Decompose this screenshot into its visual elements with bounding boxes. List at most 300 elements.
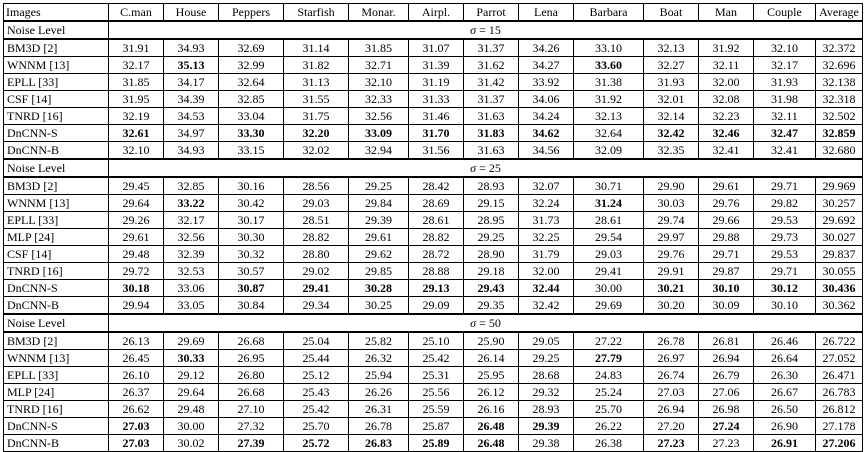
sigma-value — [109, 314, 863, 332]
psnr-cell: 26.68 — [219, 332, 284, 350]
table-row — [4, 91, 863, 108]
psnr-cell: 28.88 — [409, 263, 464, 280]
psnr-cell: 25.89 — [409, 435, 464, 452]
psnr-cell: 31.42 — [464, 74, 519, 91]
method-name: MLP [24] — [4, 229, 109, 246]
psnr-cell: 25.43 — [284, 384, 349, 401]
table-row — [4, 297, 863, 315]
psnr-cell: 30.00 — [164, 418, 219, 435]
psnr-cell: 30.25 — [349, 297, 409, 315]
psnr-cell: 26.78 — [349, 418, 409, 435]
method-name: TNRD [16] — [4, 401, 109, 418]
psnr-cell: 26.46 — [754, 332, 816, 350]
psnr-cell: 27.39 — [219, 435, 284, 452]
method-name: EPLL [33] — [4, 367, 109, 384]
psnr-cell: 25.70 — [284, 418, 349, 435]
psnr-cell: 30.16 — [219, 177, 284, 195]
psnr-cell: 26.81 — [699, 332, 754, 350]
psnr-cell: 30.03 — [644, 195, 699, 212]
psnr-cell: 26.78 — [644, 332, 699, 350]
psnr-cell: 32.53 — [164, 263, 219, 280]
psnr-cell: 34.53 — [164, 108, 219, 125]
psnr-cell: 26.13 — [109, 332, 164, 350]
psnr-cell: 26.22 — [574, 418, 644, 435]
psnr-cell: 32.56 — [349, 108, 409, 125]
psnr-cell: 32.09 — [574, 142, 644, 160]
psnr-cell: 27.32 — [219, 418, 284, 435]
psnr-cell: 29.53 — [754, 246, 816, 263]
psnr-cell: 31.62 — [464, 57, 519, 74]
psnr-cell: 32.64 — [219, 74, 284, 91]
method-name: WNNM [13] — [4, 57, 109, 74]
psnr-cell: 30.28 — [349, 280, 409, 297]
psnr-cell: 29.38 — [519, 435, 574, 452]
method-name: BM3D [2] — [4, 332, 109, 350]
psnr-cell: 28.82 — [284, 229, 349, 246]
psnr-cell: 28.95 — [464, 212, 519, 229]
psnr-cell: 30.257 — [816, 195, 863, 212]
psnr-cell: 28.56 — [284, 177, 349, 195]
psnr-cell: 30.436 — [816, 280, 863, 297]
psnr-cell: 29.05 — [519, 332, 574, 350]
psnr-cell: 33.15 — [219, 142, 284, 160]
psnr-cell: 30.027 — [816, 229, 863, 246]
psnr-cell: 29.25 — [519, 350, 574, 367]
column-header: Peppers — [219, 4, 284, 22]
psnr-cell: 34.93 — [164, 39, 219, 57]
column-header: C.man — [109, 4, 164, 22]
psnr-cell: 29.64 — [109, 195, 164, 212]
psnr-cell: 25.04 — [284, 332, 349, 350]
psnr-cell: 34.56 — [519, 142, 574, 160]
psnr-cell: 29.90 — [644, 177, 699, 195]
sigma-symbol: σ — [470, 160, 477, 175]
psnr-cell: 31.46 — [409, 108, 464, 125]
column-header: Man — [699, 4, 754, 22]
psnr-cell: 27.10 — [219, 401, 284, 418]
column-header: Airpl. — [409, 4, 464, 22]
psnr-cell: 26.94 — [699, 350, 754, 367]
psnr-cell: 26.80 — [219, 367, 284, 384]
psnr-cell: 26.12 — [464, 384, 519, 401]
table-row — [4, 350, 863, 367]
psnr-cell: 32.24 — [519, 195, 574, 212]
psnr-cell: 31.93 — [644, 74, 699, 91]
psnr-cell: 28.51 — [284, 212, 349, 229]
psnr-cell: 32.39 — [164, 246, 219, 263]
psnr-cell: 26.31 — [349, 401, 409, 418]
psnr-cell: 29.48 — [164, 401, 219, 418]
psnr-cell: 30.20 — [644, 297, 699, 315]
table-row — [4, 246, 863, 263]
psnr-cell: 32.33 — [349, 91, 409, 108]
psnr-cell: 25.87 — [409, 418, 464, 435]
psnr-cell: 29.66 — [699, 212, 754, 229]
psnr-cell: 32.17 — [164, 212, 219, 229]
psnr-cell: 25.24 — [574, 384, 644, 401]
psnr-cell: 32.47 — [754, 125, 816, 142]
method-name: EPLL [33] — [4, 212, 109, 229]
sigma-value — [109, 159, 863, 177]
psnr-cell: 31.38 — [574, 74, 644, 91]
psnr-cell: 32.372 — [816, 39, 863, 57]
psnr-cell: 32.42 — [644, 125, 699, 142]
psnr-cell: 32.41 — [754, 142, 816, 160]
psnr-cell: 30.32 — [219, 246, 284, 263]
psnr-cell: 31.75 — [284, 108, 349, 125]
psnr-cell: 32.17 — [109, 57, 164, 74]
psnr-cell: 33.09 — [349, 125, 409, 142]
method-name: DnCNN-B — [4, 297, 109, 315]
noise-level-label: Noise Level — [4, 314, 109, 332]
psnr-cell: 29.13 — [409, 280, 464, 297]
psnr-cell: 32.41 — [699, 142, 754, 160]
psnr-cell: 32.85 — [219, 91, 284, 108]
psnr-cell: 30.18 — [109, 280, 164, 297]
psnr-cell: 30.17 — [219, 212, 284, 229]
psnr-cell: 29.969 — [816, 177, 863, 195]
psnr-cell: 35.13 — [164, 57, 219, 74]
psnr-cell: 26.67 — [754, 384, 816, 401]
psnr-cell: 25.10 — [409, 332, 464, 350]
psnr-cell: 26.30 — [754, 367, 816, 384]
column-header: Couple — [754, 4, 816, 22]
psnr-cell: 29.64 — [164, 384, 219, 401]
psnr-cell: 30.02 — [164, 435, 219, 452]
psnr-cell: 26.64 — [754, 350, 816, 367]
psnr-cell: 31.70 — [409, 125, 464, 142]
psnr-cell: 26.14 — [464, 350, 519, 367]
table-row — [4, 177, 863, 195]
psnr-cell: 27.24 — [699, 418, 754, 435]
psnr-cell: 30.42 — [219, 195, 284, 212]
psnr-cell: 29.25 — [349, 177, 409, 195]
psnr-cell: 25.90 — [464, 332, 519, 350]
table-row — [4, 418, 863, 435]
psnr-cell: 29.34 — [284, 297, 349, 315]
psnr-cell: 25.42 — [284, 401, 349, 418]
psnr-cell: 29.18 — [464, 263, 519, 280]
psnr-cell: 32.680 — [816, 142, 863, 160]
psnr-cell: 32.94 — [349, 142, 409, 160]
method-name: DnCNN-B — [4, 142, 109, 160]
psnr-cell: 30.87 — [219, 280, 284, 297]
psnr-cell: 27.178 — [816, 418, 863, 435]
method-name: DnCNN-B — [4, 435, 109, 452]
psnr-cell: 31.37 — [464, 91, 519, 108]
method-name: MLP [24] — [4, 384, 109, 401]
psnr-cell: 33.04 — [219, 108, 284, 125]
psnr-cell: 29.71 — [699, 246, 754, 263]
psnr-cell: 26.812 — [816, 401, 863, 418]
column-header: Average — [816, 4, 863, 22]
column-header: Starfish — [284, 4, 349, 22]
column-header: House — [164, 4, 219, 22]
table-row — [4, 142, 863, 160]
psnr-cell: 26.94 — [644, 401, 699, 418]
psnr-cell: 28.93 — [464, 177, 519, 195]
psnr-cell: 25.59 — [409, 401, 464, 418]
psnr-cell: 34.27 — [519, 57, 574, 74]
psnr-cell: 31.56 — [409, 142, 464, 160]
psnr-cell: 29.85 — [349, 263, 409, 280]
psnr-cell: 29.32 — [519, 384, 574, 401]
table-row — [4, 401, 863, 418]
psnr-cell: 25.95 — [464, 367, 519, 384]
psnr-cell: 26.91 — [754, 435, 816, 452]
sigma-symbol: σ — [470, 22, 477, 37]
psnr-cell: 29.26 — [109, 212, 164, 229]
sigma-number: = 15 — [479, 22, 501, 37]
psnr-cell: 28.69 — [409, 195, 464, 212]
method-name: DnCNN-S — [4, 280, 109, 297]
psnr-cell: 32.46 — [699, 125, 754, 142]
column-header: Lena — [519, 4, 574, 22]
column-header: Boat — [644, 4, 699, 22]
psnr-cell: 29.41 — [284, 280, 349, 297]
psnr-cell: 32.10 — [754, 39, 816, 57]
table-row — [4, 332, 863, 350]
method-name: WNNM [13] — [4, 195, 109, 212]
psnr-cell: 26.16 — [464, 401, 519, 418]
psnr-cell: 32.27 — [644, 57, 699, 74]
method-name: DnCNN-S — [4, 125, 109, 142]
psnr-cell: 25.56 — [409, 384, 464, 401]
psnr-cell: 29.15 — [464, 195, 519, 212]
psnr-cell: 32.318 — [816, 91, 863, 108]
psnr-cell: 27.03 — [644, 384, 699, 401]
psnr-cell: 27.06 — [699, 384, 754, 401]
sigma-number: = 25 — [479, 160, 501, 175]
psnr-cell: 29.94 — [109, 297, 164, 315]
psnr-cell: 29.62 — [349, 246, 409, 263]
psnr-cell: 29.91 — [644, 263, 699, 280]
psnr-cell: 27.22 — [574, 332, 644, 350]
psnr-cell: 26.83 — [349, 435, 409, 452]
psnr-cell: 30.12 — [754, 280, 816, 297]
table-row — [4, 280, 863, 297]
psnr-cell: 31.19 — [409, 74, 464, 91]
psnr-cell: 30.30 — [219, 229, 284, 246]
psnr-cell: 27.20 — [644, 418, 699, 435]
psnr-cell: 31.13 — [284, 74, 349, 91]
psnr-cell: 31.83 — [464, 125, 519, 142]
psnr-cell: 29.74 — [644, 212, 699, 229]
psnr-cell: 31.85 — [109, 74, 164, 91]
psnr-cell: 26.783 — [816, 384, 863, 401]
psnr-cell: 30.362 — [816, 297, 863, 315]
psnr-cell: 31.85 — [349, 39, 409, 57]
psnr-cell: 32.696 — [816, 57, 863, 74]
psnr-cell: 28.42 — [409, 177, 464, 195]
psnr-cell: 30.33 — [164, 350, 219, 367]
psnr-cell: 24.83 — [574, 367, 644, 384]
method-name: DnCNN-S — [4, 418, 109, 435]
psnr-cell: 33.92 — [519, 74, 574, 91]
method-name: TNRD [16] — [4, 108, 109, 125]
method-name: CSF [14] — [4, 246, 109, 263]
table-row — [4, 384, 863, 401]
psnr-cell: 32.11 — [754, 108, 816, 125]
psnr-cell: 26.74 — [644, 367, 699, 384]
psnr-cell: 34.39 — [164, 91, 219, 108]
psnr-cell: 26.37 — [109, 384, 164, 401]
psnr-cell: 31.91 — [109, 39, 164, 57]
noise-level-row — [4, 314, 863, 332]
psnr-cell: 31.37 — [464, 39, 519, 57]
psnr-cell: 29.61 — [349, 229, 409, 246]
psnr-cell: 31.39 — [409, 57, 464, 74]
psnr-cell: 27.23 — [699, 435, 754, 452]
psnr-cell: 33.06 — [164, 280, 219, 297]
psnr-cell: 34.26 — [519, 39, 574, 57]
psnr-cell: 32.99 — [219, 57, 284, 74]
method-name: WNNM [13] — [4, 350, 109, 367]
psnr-cell: 29.39 — [519, 418, 574, 435]
psnr-cell: 29.03 — [574, 246, 644, 263]
psnr-cell: 29.61 — [699, 177, 754, 195]
psnr-cell: 29.69 — [164, 332, 219, 350]
psnr-cell: 32.17 — [754, 57, 816, 74]
table-row — [4, 108, 863, 125]
column-header: Barbara — [574, 4, 644, 22]
psnr-cell: 29.73 — [754, 229, 816, 246]
psnr-cell: 32.11 — [699, 57, 754, 74]
psnr-cell: 25.31 — [409, 367, 464, 384]
psnr-cell: 26.38 — [574, 435, 644, 452]
psnr-cell: 25.70 — [574, 401, 644, 418]
psnr-cell: 28.93 — [519, 401, 574, 418]
psnr-cell: 29.76 — [644, 246, 699, 263]
psnr-cell: 32.02 — [284, 142, 349, 160]
psnr-cell: 26.62 — [109, 401, 164, 418]
psnr-cell: 33.60 — [574, 57, 644, 74]
table-body — [4, 21, 863, 452]
noise-level-row — [4, 159, 863, 177]
psnr-cell: 32.13 — [574, 108, 644, 125]
psnr-cell: 28.90 — [464, 246, 519, 263]
psnr-cell: 26.97 — [644, 350, 699, 367]
psnr-cell: 26.48 — [464, 418, 519, 435]
psnr-cell: 34.97 — [164, 125, 219, 142]
psnr-cell: 29.82 — [754, 195, 816, 212]
psnr-cell: 25.94 — [349, 367, 409, 384]
table-row — [4, 229, 863, 246]
psnr-cell: 31.63 — [464, 142, 519, 160]
psnr-cell: 26.50 — [754, 401, 816, 418]
psnr-cell: 26.10 — [109, 367, 164, 384]
psnr-cell: 28.82 — [409, 229, 464, 246]
psnr-cell: 26.45 — [109, 350, 164, 367]
psnr-cell: 29.69 — [574, 297, 644, 315]
psnr-cell: 27.206 — [816, 435, 863, 452]
table-row — [4, 125, 863, 142]
psnr-cell: 30.71 — [574, 177, 644, 195]
psnr-cell: 26.26 — [349, 384, 409, 401]
psnr-cell: 29.35 — [464, 297, 519, 315]
psnr-cell: 34.93 — [164, 142, 219, 160]
column-header: Parrot — [464, 4, 519, 22]
psnr-cell: 32.13 — [644, 39, 699, 57]
psnr-cell: 29.39 — [349, 212, 409, 229]
psnr-cell: 31.14 — [284, 39, 349, 57]
psnr-cell: 28.80 — [284, 246, 349, 263]
psnr-cell: 32.35 — [644, 142, 699, 160]
psnr-cell: 29.53 — [754, 212, 816, 229]
psnr-cell: 33.05 — [164, 297, 219, 315]
psnr-cell: 27.052 — [816, 350, 863, 367]
psnr-cell: 31.55 — [284, 91, 349, 108]
psnr-cell: 32.859 — [816, 125, 863, 142]
sigma-number: = 50 — [479, 315, 501, 330]
psnr-cell: 30.84 — [219, 297, 284, 315]
psnr-cell: 29.45 — [109, 177, 164, 195]
psnr-cell: 32.00 — [519, 263, 574, 280]
table-row — [4, 195, 863, 212]
psnr-cell: 32.71 — [349, 57, 409, 74]
psnr-cell: 26.68 — [219, 384, 284, 401]
psnr-cell: 34.17 — [164, 74, 219, 91]
psnr-cell: 29.02 — [284, 263, 349, 280]
psnr-cell: 30.21 — [644, 280, 699, 297]
psnr-cell: 29.76 — [699, 195, 754, 212]
method-name: TNRD [16] — [4, 263, 109, 280]
psnr-cell: 30.09 — [699, 297, 754, 315]
psnr-cell: 33.10 — [574, 39, 644, 57]
psnr-cell: 30.00 — [574, 280, 644, 297]
psnr-cell: 32.10 — [349, 74, 409, 91]
psnr-cell: 25.72 — [284, 435, 349, 452]
psnr-cell: 29.88 — [699, 229, 754, 246]
psnr-cell: 30.57 — [219, 263, 284, 280]
psnr-cell: 29.12 — [164, 367, 219, 384]
psnr-cell: 31.98 — [754, 91, 816, 108]
psnr-cell: 31.93 — [754, 74, 816, 91]
table-row — [4, 435, 863, 452]
psnr-cell: 29.84 — [349, 195, 409, 212]
psnr-cell: 32.19 — [109, 108, 164, 125]
psnr-cell: 29.71 — [754, 263, 816, 280]
psnr-cell: 32.00 — [699, 74, 754, 91]
psnr-cell: 30.10 — [699, 280, 754, 297]
column-header-images: Images — [4, 4, 109, 22]
sigma-symbol: σ — [470, 315, 477, 330]
psnr-cell: 32.85 — [164, 177, 219, 195]
table-row — [4, 367, 863, 384]
psnr-cell: 34.06 — [519, 91, 574, 108]
psnr-cell: 27.03 — [109, 418, 164, 435]
psnr-cell: 32.07 — [519, 177, 574, 195]
psnr-cell: 26.95 — [219, 350, 284, 367]
psnr-cell: 32.25 — [519, 229, 574, 246]
noise-level-label: Noise Level — [4, 159, 109, 177]
psnr-cell: 26.90 — [754, 418, 816, 435]
psnr-cell: 25.12 — [284, 367, 349, 384]
psnr-cell: 29.837 — [816, 246, 863, 263]
psnr-cell: 31.79 — [519, 246, 574, 263]
psnr-cell: 26.79 — [699, 367, 754, 384]
psnr-cell: 29.87 — [699, 263, 754, 280]
psnr-cell: 25.42 — [409, 350, 464, 367]
psnr-cell: 32.23 — [699, 108, 754, 125]
psnr-cell: 31.73 — [519, 212, 574, 229]
psnr-cell: 29.97 — [644, 229, 699, 246]
psnr-cell: 29.72 — [109, 263, 164, 280]
psnr-cell: 32.44 — [519, 280, 574, 297]
psnr-cell: 32.64 — [574, 125, 644, 142]
psnr-cell: 28.68 — [519, 367, 574, 384]
psnr-cell: 27.79 — [574, 350, 644, 367]
